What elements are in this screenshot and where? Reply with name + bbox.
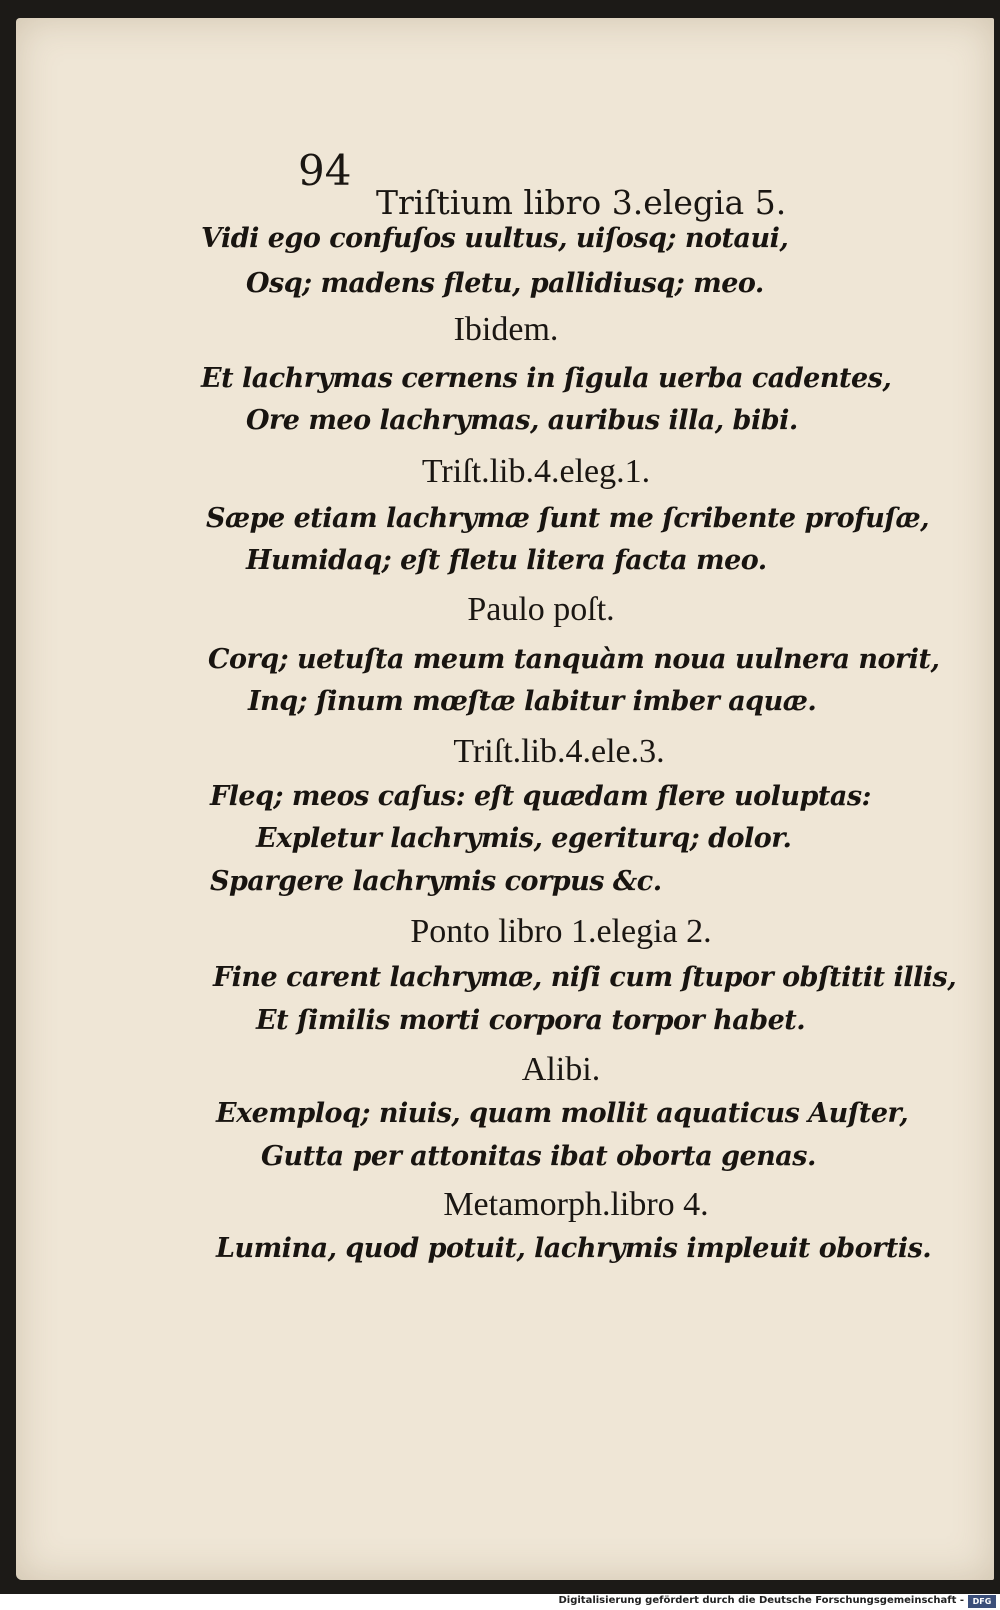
book-page <box>16 18 994 1580</box>
verse-line: Vidi ego confuſos uultus, uiſosq; notaui, <box>201 223 789 254</box>
running-head: Triſtium libro 3.elegia 5. <box>376 183 787 222</box>
verse-line: Inq; ſinum mœſtæ labitur imber aquæ. <box>248 686 817 717</box>
section-heading: Alibi. <box>521 1051 601 1088</box>
verse-line: Humidaq; eſt fletu litera facta meo. <box>246 545 767 576</box>
verse-line: Fleq; meos caſus: eſt quædam flere uoluptas: <box>210 781 872 812</box>
verse-line: Osq; madens fletu, pallidiusq; meo. <box>246 268 764 299</box>
verse-line: Gutta per attonitas ibat oborta genas. <box>261 1141 816 1172</box>
verse-line: Spargere lachrymis corpus &c. <box>210 866 662 897</box>
verse-line: Et lachrymas cernens in ſigula uerba cadentes, <box>201 363 892 394</box>
verse-line: Expletur lachrymis, egeriturq; dolor. <box>256 823 792 854</box>
verse-line: Exemploq; niuis, quam mollit aquaticus Auſter, <box>216 1098 909 1129</box>
dfg-logo: DFG <box>968 1595 996 1608</box>
section-heading: Metamorph.libro 4. <box>443 1186 709 1223</box>
section-heading: Triſt.lib.4.ele.3. <box>453 733 665 770</box>
verse-line: Fine carent lachrymæ, niſi cum ſtupor obſtitit illis, <box>213 962 957 993</box>
section-heading: Ponto libro 1.elegia 2. <box>410 913 712 950</box>
digitization-footer <box>0 1594 1000 1610</box>
verse-line: Lumina, quod potuit, lachrymis impleuit obortis. <box>216 1233 932 1264</box>
section-heading: Paulo poſt. <box>467 591 615 628</box>
section-heading: Ibidem. <box>453 311 559 348</box>
verse-line: Corq; uetuſta meum tanquàm noua uulnera norit, <box>208 644 940 675</box>
verse-line: Ore meo lachrymas, auribus illa, bibi. <box>246 405 798 436</box>
verse-line: Sæpe etiam lachrymæ ſunt me ſcribente profuſæ, <box>206 503 930 534</box>
section-heading: Triſt.lib.4.eleg.1. <box>421 453 651 490</box>
funding-credit: Digitalisierung gefördert durch die Deutsche Forschungsgemeinschaft - <box>558 1595 964 1606</box>
verse-line: Et ſimilis morti corpora torpor habet. <box>256 1005 806 1036</box>
page-number: 94 <box>298 146 352 195</box>
